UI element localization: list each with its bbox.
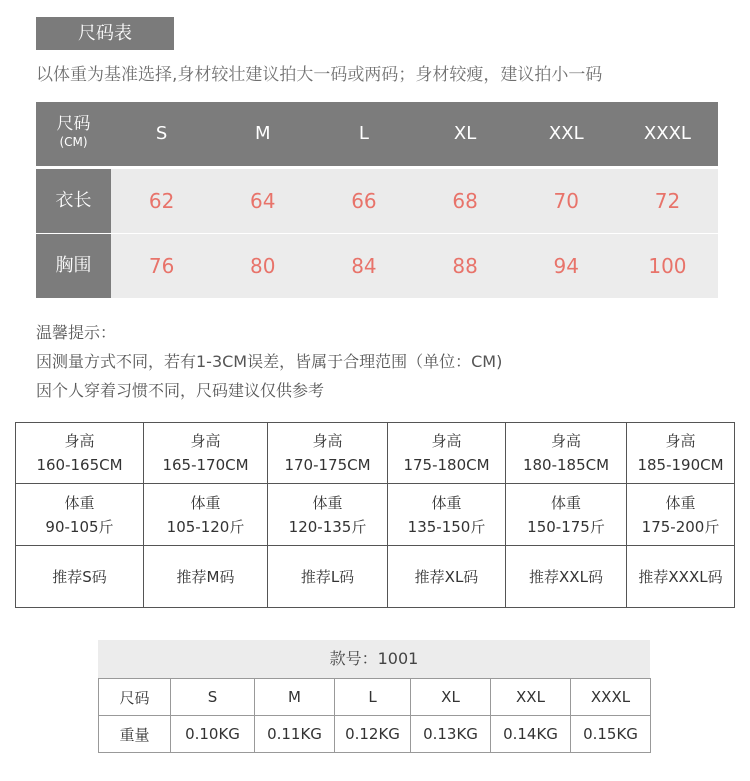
- size-chart: [36, 102, 718, 298]
- size-header-cell: XXXL: [643, 123, 691, 144]
- height-cell: 身高 185-190CM: [627, 423, 735, 484]
- size-header-row: [111, 102, 718, 166]
- value-cell: 84: [351, 254, 377, 278]
- row-values: [111, 234, 718, 298]
- row-label: 尺码: [99, 679, 171, 716]
- corner-unit: (CM): [59, 135, 88, 149]
- value-cell: 94: [553, 254, 579, 278]
- recommended-size-cell: 推荐XXL码: [506, 546, 627, 608]
- size-chart-title: 尺码表: [36, 17, 174, 50]
- weight-cell: 体重 150-175斤: [506, 484, 627, 546]
- height-cell: 身高 180-185CM: [506, 423, 627, 484]
- chest-row: [36, 234, 718, 298]
- size-row: [99, 679, 651, 716]
- weight-value-cell: 0.12KG: [335, 716, 411, 753]
- value-cell: 64: [250, 189, 276, 213]
- recommended-size-cell: 推荐M码: [144, 546, 268, 608]
- weight-cell: 体重 105-120斤: [144, 484, 268, 546]
- size-cell: XXXL: [571, 679, 651, 716]
- weight-value-row: [99, 716, 651, 753]
- row-label: 重量: [99, 716, 171, 753]
- size-cell: M: [255, 679, 335, 716]
- row-label: 衣长: [36, 169, 111, 233]
- recommended-size-cell: 推荐XXXL码: [627, 546, 735, 608]
- size-header-cell: S: [155, 123, 168, 144]
- height-cell: 身高 170-175CM: [268, 423, 388, 484]
- weight-value-cell: 0.10KG: [171, 716, 255, 753]
- value-cell: 88: [452, 254, 478, 278]
- size-header-cell: XL: [453, 123, 477, 144]
- weight-value-cell: 0.11KG: [255, 716, 335, 753]
- weight-value-cell: 0.13KG: [411, 716, 491, 753]
- tips-section: [36, 318, 502, 405]
- row-label: 胸围: [36, 234, 111, 298]
- size-cell: L: [335, 679, 411, 716]
- value-cell: 70: [553, 189, 579, 213]
- product-weight-table: [98, 678, 651, 753]
- weight-cell: 体重 90-105斤: [16, 484, 144, 546]
- length-row: [36, 169, 718, 233]
- value-cell: 100: [648, 254, 687, 278]
- size-header-cell: M: [254, 123, 271, 144]
- row-values: [111, 169, 718, 233]
- height-cell: 身高 165-170CM: [144, 423, 268, 484]
- height-cell: 身高 175-180CM: [388, 423, 506, 484]
- weight-cell: 体重 135-150斤: [388, 484, 506, 546]
- tips-line: 因个人穿着习惯不同，尺码建议仅供参考: [36, 381, 325, 400]
- tips-line: 因测量方式不同，若有1-3CM误差，皆属于合理范围（单位：CM): [36, 352, 503, 371]
- corner-label: 尺码: [56, 114, 91, 134]
- weight-row: [16, 484, 735, 546]
- size-header-cell: XXL: [548, 123, 584, 144]
- height-row: [16, 423, 735, 484]
- size-cell: XXL: [491, 679, 571, 716]
- product-weight-section: [98, 640, 650, 753]
- weight-value-cell: 0.14KG: [491, 716, 571, 753]
- value-cell: 66: [351, 189, 377, 213]
- tips-heading: 温馨提示：: [36, 323, 117, 342]
- recommended-size-cell: 推荐S码: [16, 546, 144, 608]
- weight-cell: 体重 120-135斤: [268, 484, 388, 546]
- value-cell: 72: [654, 189, 681, 213]
- recommended-size-cell: 推荐L码: [268, 546, 388, 608]
- height-cell: 身高 160-165CM: [16, 423, 144, 484]
- size-recommendation-table: [15, 422, 735, 608]
- value-cell: 68: [452, 189, 478, 213]
- style-number-caption: 款号：1001: [98, 640, 650, 678]
- size-cell: XL: [411, 679, 491, 716]
- size-chart-corner: [36, 102, 111, 166]
- weight-cell: 体重 175-200斤: [627, 484, 735, 546]
- size-selection-note: 以体重为基准选择,身材较壮建议拍大一码或两码；身材较瘦，建议拍小一码: [36, 65, 603, 85]
- recommended-size-cell: 推荐XL码: [388, 546, 506, 608]
- value-cell: 76: [148, 254, 175, 278]
- size-header-cell: L: [358, 123, 369, 144]
- weight-value-cell: 0.15KG: [571, 716, 651, 753]
- size-cell: S: [171, 679, 255, 716]
- value-cell: 80: [250, 254, 276, 278]
- recommended-size-row: [16, 546, 735, 608]
- value-cell: 62: [148, 189, 175, 213]
